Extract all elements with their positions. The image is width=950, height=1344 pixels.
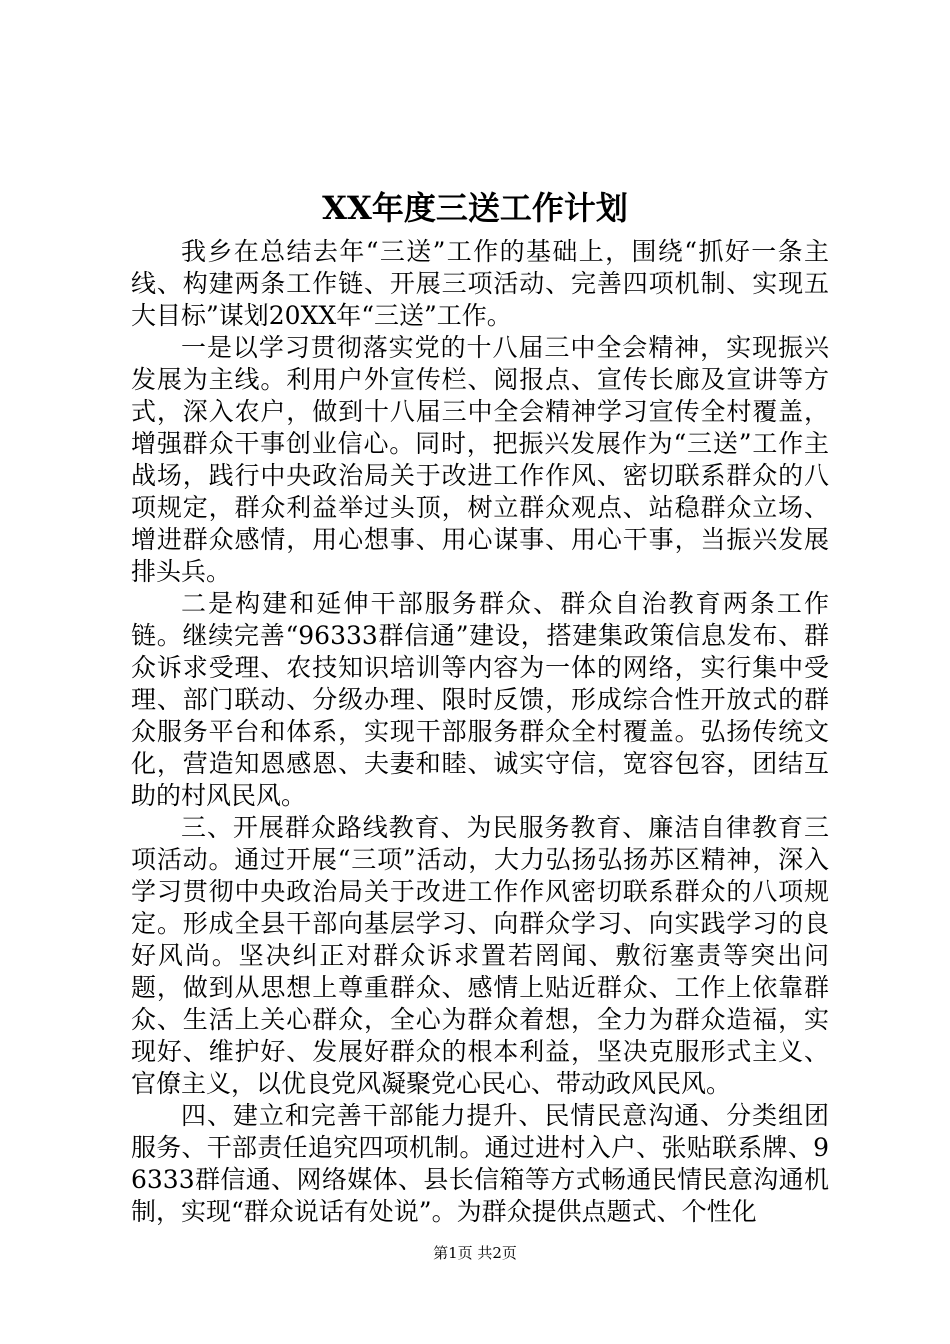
document-title: XX年度三送工作计划 [322,189,628,227]
paragraph-item-2: 二是构建和延伸干部服务群众、群众自治教育两条工作链。继续完善“96333群信通”建设，搭建集政策信息发布、群众诉求受理、农技知识培训等内容为一体的网络，实行集中受理、部门联动、分级办理、限时反馈，形成综合性开放式的群众服务平台和体系，实现干部服务群众全村覆盖。弘扬传统文化，营造知恩感恩、夫妻和睦、诚实守信，宽容包容，团结互助的村风民风。 [131,589,829,810]
paragraph-item-1: 一是以学习贯彻落实党的十八届三中全会精神，实现振兴发展为主线。利用户外宣传栏、阅报点、宣传长廊及宣讲等方式，深入农户，做到十八届三中全会精神学习宣传全村覆盖，增强群众干事创业信心。同时，把振兴发展作为“三送”工作主战场，践行中央政治局关于改进工作作风、密切联系群众的八项规定，群众利益举过头顶，树立群众观点、站稳群众立场、增进群众感情，用心想事、用心谋事、用心干事，当振兴发展排头兵。 [131,333,829,586]
paragraph-item-3: 三、开展群众路线教育、为民服务教育、廉洁自律教育三项活动。通过开展“三项”活动，大力弘扬弘扬苏区精神，深入学习贯彻中央政治局关于改进工作作风密切联系群众的八项规定。形成全县干部向基层学习、向群众学习、向实践学习的良好风尚。坚决纠正对群众诉求置若罔闻、敷衍塞责等突出问题，做到从思想上尊重群众、感情上贴近群众、工作上依靠群众、生活上关心群众，全心为群众着想，全力为群众造福，实现好、维护好、发展好群众的根本利益，坚决克服形式主义、官僚主义，以优良党风凝聚党心民心、带动政风民风。 [131,813,829,1098]
paragraph-intro: 我乡在总结去年“三送”工作的基础上，围绕“抓好一条主线、构建两条工作链、开展三项活动、完善四项机制、实现五大目标”谋划20XX年“三送”工作。 [131,237,829,330]
page-footer: 第1页 共2页 [433,1244,517,1262]
paragraph-item-4: 四、建立和完善干部能力提升、民情民意沟通、分类组团服务、干部责任追究四项机制。通过进村入户、张贴联系牌、96333群信通、网络媒体、县长信箱等方式畅通民情民意沟通机制，实现“群众说话有处说”。为群众提供点题式、个性化 [131,1101,829,1226]
document-body [131,236,829,1228]
